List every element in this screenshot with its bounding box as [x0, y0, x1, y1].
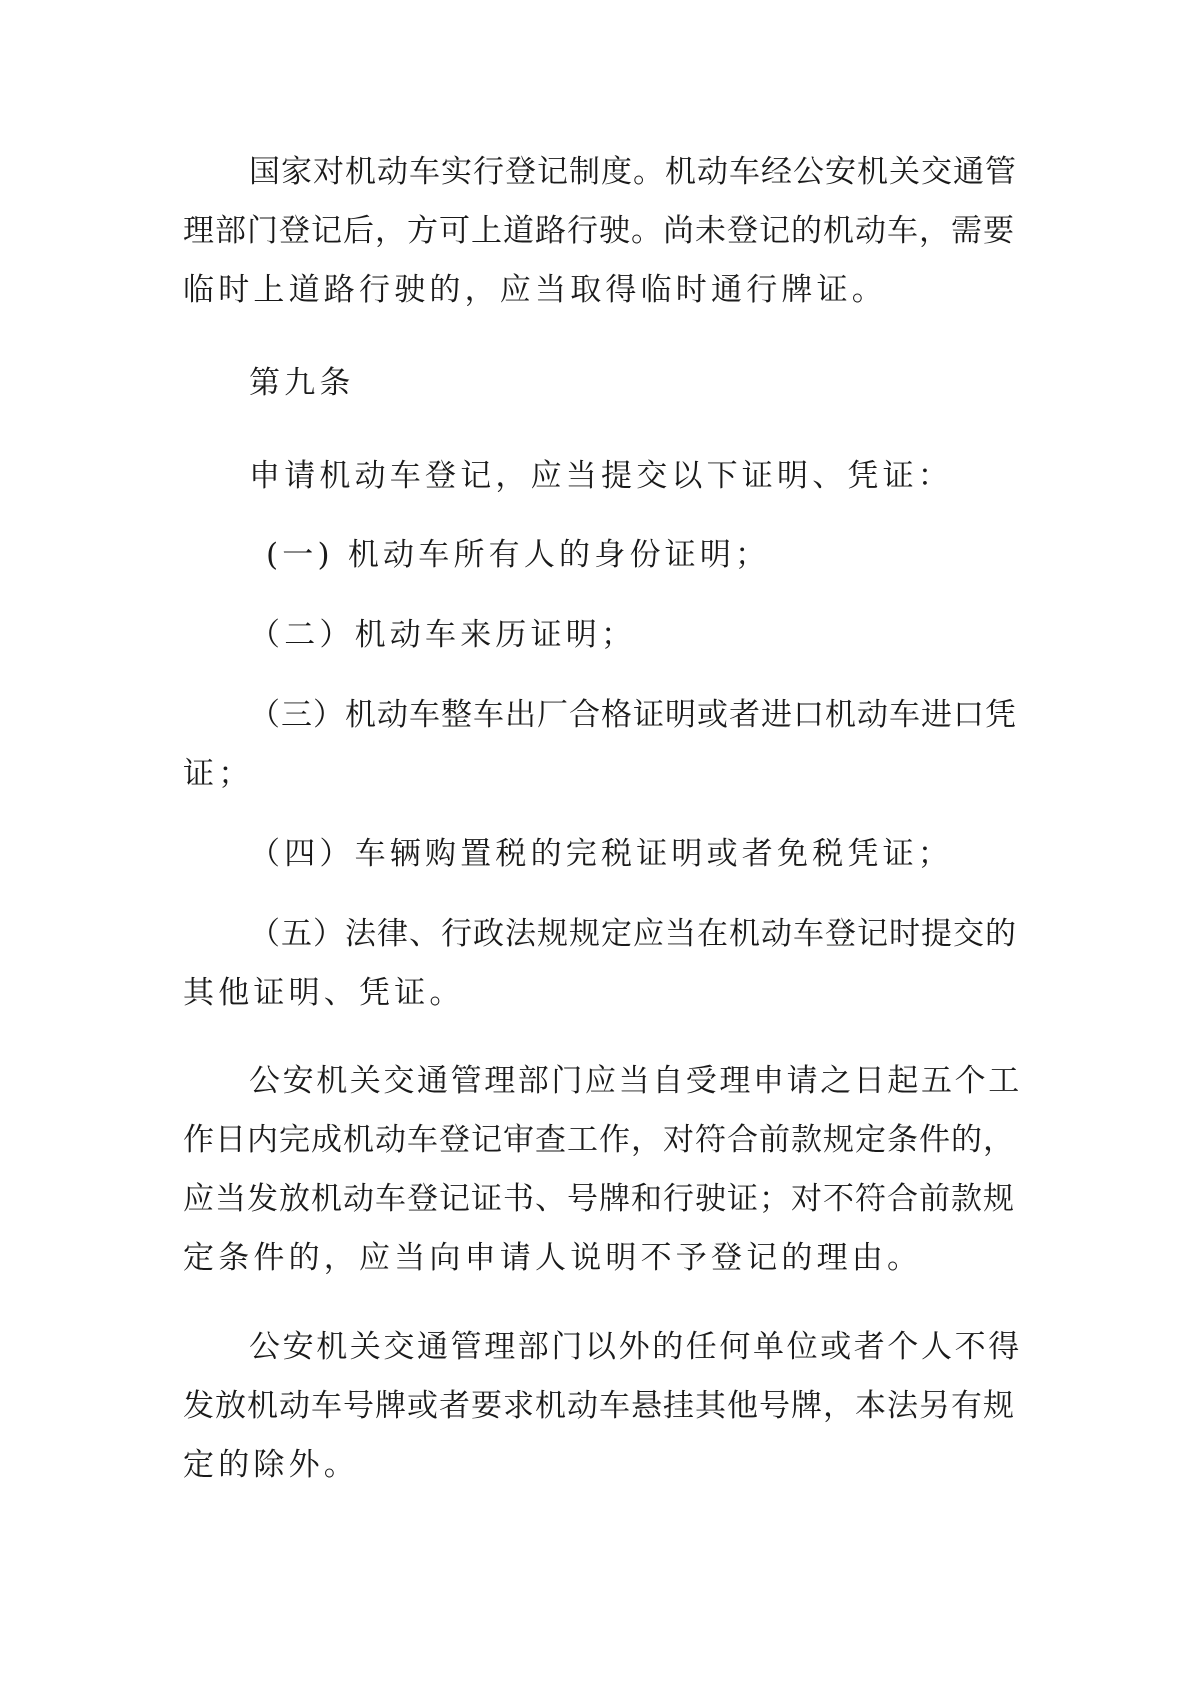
text-line: 定条件的，应当向申请人说明不予登记的理由。	[183, 1240, 923, 1276]
article-number: 第九条	[249, 365, 355, 401]
list-item-1	[183, 526, 1023, 585]
text-line: （四）车辆购置税的完税证明或者免税凭证；	[249, 836, 953, 872]
text-line: （五）法律、行政法规规定应当在机动车登记时提交的	[249, 916, 1017, 952]
paragraph-application-intro	[183, 447, 1023, 506]
list-item-3	[183, 686, 1023, 804]
text-line: 理部门登记后，方可上道路行驶。尚未登记的机动车，需要	[183, 213, 1015, 249]
text-line: 作日内完成机动车登记审查工作，对符合前款规定条件的，	[183, 1122, 1015, 1158]
text-line: 公安机关交通管理部门应当自受理申请之日起五个工	[249, 1063, 1022, 1099]
list-item-4	[183, 825, 1023, 884]
text-line: 申请机动车登记，应当提交以下证明、凭证：	[249, 458, 953, 494]
paragraph-review-period	[183, 1052, 1023, 1288]
text-line: 临时上道路行驶的，应当取得临时通行牌证。	[183, 272, 887, 308]
list-item-5	[183, 905, 1023, 1023]
text-line: 定的除外。	[183, 1447, 359, 1483]
text-line: 国家对机动车实行登记制度。机动车经公安机关交通管	[249, 154, 1017, 190]
article-heading	[183, 354, 1023, 413]
paragraph-registration-system	[183, 143, 1023, 320]
text-line: （三）机动车整车出厂合格证明或者进口机动车进口凭	[249, 697, 1017, 733]
list-item-2	[183, 606, 1023, 665]
text-line: 其他证明、凭证。	[183, 975, 465, 1011]
text-line: 应当发放机动车登记证书、号牌和行驶证；对不符合前款规	[183, 1181, 1015, 1217]
text-line: 证；	[183, 756, 254, 792]
text-line: 发放机动车号牌或者要求机动车悬挂其他号牌，本法另有规	[183, 1388, 1015, 1424]
text-line: (一) 机动车所有人的身份证明；	[266, 537, 771, 573]
text-line: 公安机关交通管理部门以外的任何单位或者个人不得	[249, 1329, 1022, 1365]
text-line: （二）机动车来历证明；	[249, 617, 637, 653]
paragraph-plate-issuance	[183, 1318, 1023, 1495]
